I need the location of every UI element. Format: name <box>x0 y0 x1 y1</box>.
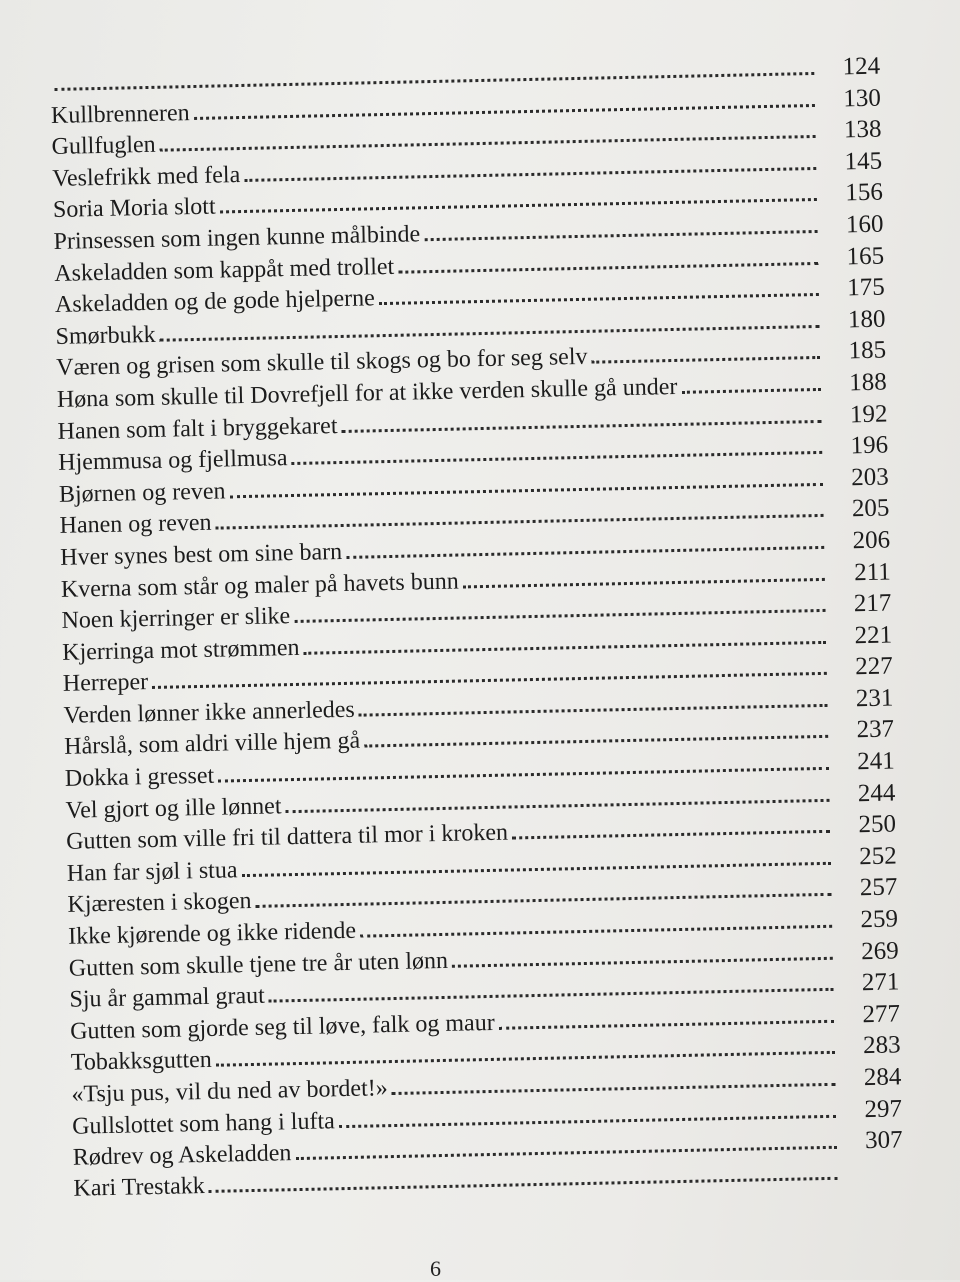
dot-leader <box>209 1177 838 1193</box>
toc-entry-title: Gutten som skulle tjene tre år uten lønn <box>69 945 453 985</box>
toc-entry-title: Kullbrenneren <box>51 98 194 133</box>
toc-entry-page: 188 <box>820 366 887 399</box>
toc-entry-page: 307 <box>836 1125 903 1158</box>
toc-entry-page: 206 <box>824 524 891 557</box>
toc-entry-page: 145 <box>816 145 883 178</box>
toc-entry-title: Hanen og reven <box>59 508 216 543</box>
toc-entry-page: 250 <box>830 809 897 842</box>
toc-entry-page <box>837 1178 903 1179</box>
toc-entry-title: Askeladden som kappåt med trollet <box>54 251 399 290</box>
dot-leader <box>304 641 827 655</box>
dot-leader <box>452 956 833 967</box>
dot-leader <box>398 262 818 274</box>
dot-leader <box>294 609 825 623</box>
dot-leader <box>359 704 828 717</box>
toc-entry-title: Rødrev og Askeladden <box>73 1138 296 1174</box>
dot-leader <box>681 388 821 394</box>
dot-leader <box>364 735 828 748</box>
toc-entry-title: Hårslå, som aldri ville hjem gå <box>64 726 365 764</box>
toc-entry-page: 277 <box>834 998 901 1031</box>
toc-entry-page: 217 <box>825 588 892 621</box>
dot-leader <box>286 798 830 812</box>
toc-entry-page: 138 <box>815 114 882 147</box>
toc-entry-page: 165 <box>818 240 885 273</box>
toc-entry-page: 241 <box>828 746 895 779</box>
toc-entry-title: Kverna som står og maler på havets bunn <box>61 566 463 606</box>
toc-entry-title: Gutten som ville fri til dattera til mor i kroken <box>66 818 512 859</box>
toc-entry-page: 124 <box>814 51 881 84</box>
toc-entry-title: Veslefrikk med fela <box>52 160 245 196</box>
toc-entry-page: 185 <box>820 335 887 368</box>
toc-entry-page: 284 <box>835 1061 902 1094</box>
dot-leader <box>499 1020 834 1030</box>
dot-leader <box>463 577 825 588</box>
toc-entry-title: Hanen som falt i bryggekaret <box>57 411 342 449</box>
dot-leader <box>346 546 824 559</box>
toc-entry-title: Smørbukk <box>55 320 160 354</box>
dot-leader <box>512 830 830 840</box>
toc-entry-title: Gullslottet som hang i lufta <box>72 1106 339 1143</box>
toc-entry-page: 211 <box>824 556 891 589</box>
toc-entry-title: Han far sjøl i stua <box>67 855 242 890</box>
toc-entry-title: Høna som skulle til Dovrefjell for at ikke verden skulle gå under <box>57 372 682 417</box>
toc-entry-page: 227 <box>826 651 893 684</box>
toc-entry-page: 269 <box>832 935 899 968</box>
dot-leader <box>360 925 832 938</box>
toc-entry-page: 205 <box>823 493 890 526</box>
toc-entry-page: 160 <box>817 209 884 242</box>
toc-entry-title: Sju år gammal graut <box>69 981 269 1017</box>
toc-entry-page: 221 <box>826 619 893 652</box>
toc-entry-title: Gullfuglen <box>51 130 160 164</box>
toc-entry-page: 192 <box>821 398 888 431</box>
toc-entry-page: 156 <box>816 177 883 210</box>
toc-entry-title: Kjæresten i skogen <box>67 886 256 922</box>
toc-entry-page: 283 <box>834 1030 901 1063</box>
dot-leader <box>392 1083 836 1095</box>
dot-leader <box>424 230 817 241</box>
dot-leader <box>379 293 819 305</box>
toc-entry-title: Herreper <box>63 667 153 700</box>
toc-entry-title: Dokka i gresset <box>65 761 219 796</box>
toc-entry-title: Tobakksgutten <box>71 1045 217 1080</box>
dot-leader <box>339 1114 836 1127</box>
toc-entry-page: 196 <box>822 430 889 463</box>
toc-entry-page: 271 <box>833 967 900 1000</box>
toc-entry-title: Kari Trestakk <box>73 1171 209 1205</box>
toc-entry-title: Hjemmusa og fjellmusa <box>58 443 292 479</box>
toc-entry-page: 203 <box>822 461 889 494</box>
toc-entry-page: 297 <box>836 1093 903 1126</box>
toc-entry-title: Vel gjort og ille lønnet <box>65 791 286 827</box>
dot-leader <box>292 451 823 465</box>
toc-entry-page: 252 <box>830 840 897 873</box>
toc-entry-page: 175 <box>818 272 885 305</box>
toc-entry-page: 244 <box>829 777 896 810</box>
toc-entry-title: Væren og grisen som skulle til skogs og bo for seg selv <box>56 342 592 385</box>
toc-entry-page: 237 <box>828 714 895 747</box>
toc-entry-page: 130 <box>814 82 881 115</box>
toc-entry-title: Verden lønner ikke annerledes <box>63 695 359 733</box>
toc-entry-title: Soria Moria slott <box>53 192 220 227</box>
toc-entry-title: Askeladden og de gode hjelperne <box>55 283 379 321</box>
table-of-contents <box>50 51 904 1206</box>
toc-entry-page: 259 <box>832 903 899 936</box>
dot-leader <box>295 1146 836 1160</box>
toc-entry-title: Ikke kjørende og ikke ridende <box>68 916 361 954</box>
toc-entry-title: «Tsju pus, vil du ned av bordet!» <box>71 1073 392 1111</box>
page-number: 6 <box>430 1256 441 1282</box>
toc-entry-page: 231 <box>827 682 894 715</box>
toc-entry-title: Hver synes best om sine barn <box>60 537 347 575</box>
toc-entry-title: Gutten som gjorde seg til løve, falk og maur <box>70 1008 499 1049</box>
toc-entry-title: Prinsessen som ingen kunne målbinde <box>53 219 424 258</box>
toc-entry-title: Bjørnen og reven <box>59 476 230 511</box>
dot-leader <box>342 419 822 432</box>
dot-leader <box>592 356 821 364</box>
toc-entry-title: Kjerringa mot strømmen <box>62 633 304 670</box>
toc-entry-page: 180 <box>819 303 886 336</box>
toc-entry-title: Noen kjerringer er slike <box>61 601 294 637</box>
toc-entry-page: 257 <box>831 872 898 905</box>
